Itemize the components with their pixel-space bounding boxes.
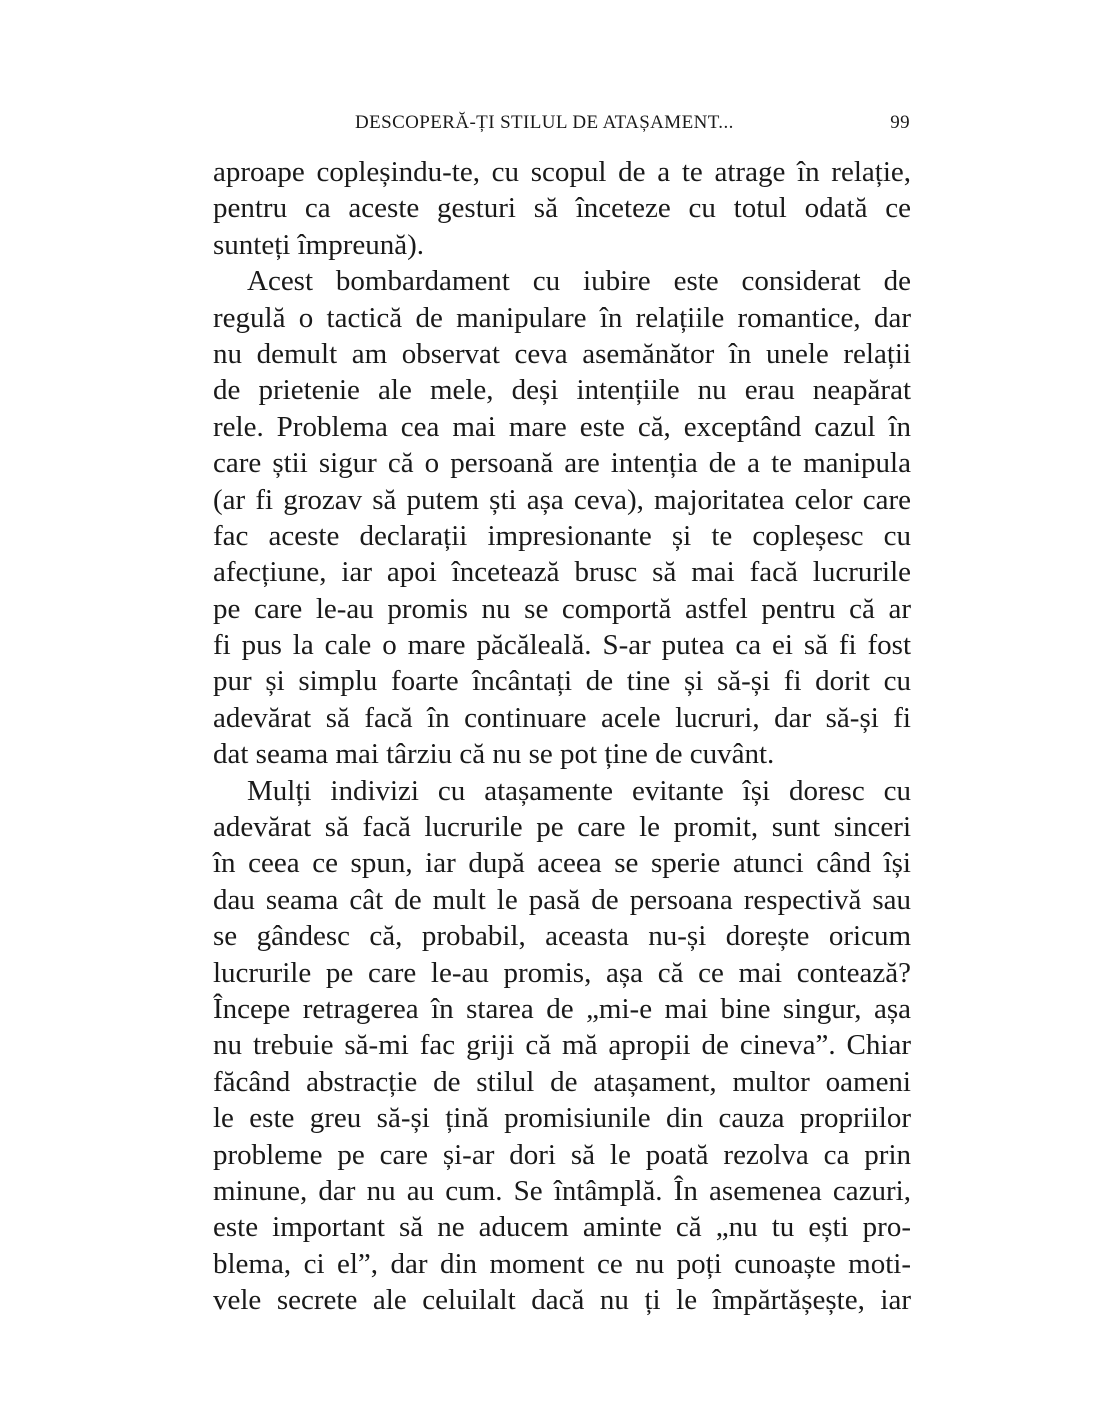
text-line: adevărat să facă lucrurile pe care le promit, sunt sinceri — [213, 811, 911, 844]
text-line: probleme pe care și-ar dori să le poată rezolva ca prin — [213, 1138, 911, 1171]
text-line: pur și simplu foarte încântați de tine și să-și fi dorit cu — [213, 665, 911, 698]
text-line: în ceea ce spun, iar după aceea se sperie atunci când își — [213, 847, 911, 880]
text-line: dat seama mai târziu că nu se pot ține de cuvânt. — [213, 738, 775, 771]
text-line: blema, ci el”, dar din moment ce nu poți cunoaște moti- — [213, 1247, 911, 1280]
text-line: făcând abstracție de stilul de atașament, multor oameni — [213, 1065, 911, 1098]
text-line: rele. Problema cea mai mare este că, exceptând cazul în — [213, 410, 911, 443]
text-line: Începe retragerea în starea de „mi-e mai bine singur, așa — [213, 992, 911, 1025]
text-line: Acest bombardament cu iubire este considerat de — [247, 265, 911, 298]
text-line: care știi sigur că o persoană are intenția de a te manipula — [213, 447, 911, 480]
running-head — [355, 111, 910, 135]
text-line: lucrurile pe care le-au promis, așa că ce mai contează? — [213, 956, 911, 989]
text-line: vele secrete ale celuilalt dacă nu ți le împărtășește, iar — [213, 1284, 911, 1317]
text-line: adevărat să facă în continuare acele lucruri, dar să-și fi — [213, 701, 911, 734]
text-line: sunteți împreună). — [213, 228, 425, 261]
text-line: fac aceste declarații impresionante și te copleșesc cu — [213, 519, 911, 552]
text-line: de prietenie ale mele, deși intențiile nu erau neapărat — [213, 374, 911, 407]
text-line: pentru ca aceste gesturi să înceteze cu totul odată ce — [213, 192, 911, 225]
text-line: Mulți indivizi cu atașamente evitante își doresc cu — [247, 774, 911, 807]
text-line: se gândesc că, probabil, aceasta nu-și dorește oricum — [213, 920, 911, 953]
text-line: aproape copleșindu-te, cu scopul de a te atrage în relație, — [213, 156, 911, 188]
text-line: dau seama cât de mult le pasă de persoana respectivă sau — [213, 883, 911, 916]
text-line: minune, dar nu au cum. Se întâmplă. În asemenea cazuri, — [213, 1174, 911, 1207]
text-line: (ar fi grozav să putem ști așa ceva), majoritatea celor care — [213, 483, 911, 516]
body-text — [213, 154, 911, 1319]
text-line: este important să ne aducem aminte că „nu tu ești pro- — [213, 1211, 911, 1244]
chapter-title: DESCOPERĂ-ȚI STILUL DE ATAȘAMENT... — [355, 112, 734, 133]
text-line: nu demult am observat ceva asemănător în unele relații — [213, 337, 911, 370]
text-line: fi pus la cale o mare păcăleală. S-ar putea ca ei să fi fost — [213, 629, 911, 662]
text-line: nu trebuie să-mi fac griji că mă apropii de cineva”. Chiar — [213, 1029, 911, 1062]
text-line: le este greu să-și țină promisiunile din cauza propriilor — [213, 1102, 911, 1135]
text-line: pe care le-au promis nu se comportă astfel pentru că ar — [213, 592, 911, 625]
text-line: afecțiune, iar apoi încetează brusc să mai facă lucrurile — [213, 556, 911, 589]
page-number: 99 — [890, 112, 910, 133]
text-line: regulă o tactică de manipulare în relațiile romantice, dar — [213, 301, 911, 334]
